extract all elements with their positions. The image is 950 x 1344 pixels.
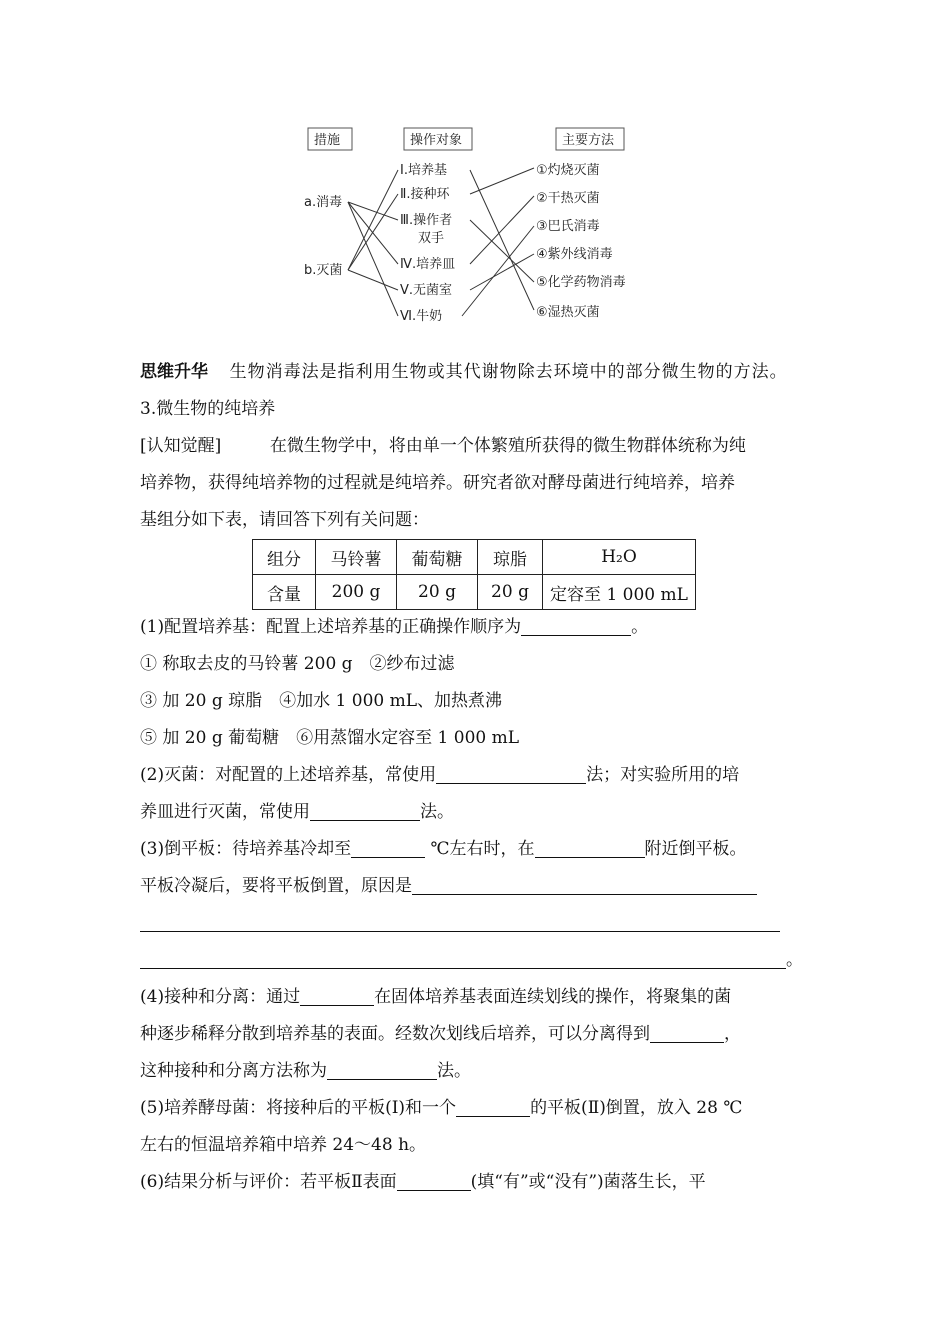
q5-blank[interactable] bbox=[456, 1094, 530, 1117]
table-cell: 组分 bbox=[253, 540, 316, 575]
q4-line-1 bbox=[140, 979, 820, 1016]
matching-diagram-svg bbox=[290, 122, 670, 342]
sterilization-matching-diagram bbox=[290, 122, 670, 342]
q3-blank-4[interactable] bbox=[140, 909, 780, 932]
q1-option-2: ③ 加 20 g 琼脂 ④加水 1 000 mL、加热煮沸 bbox=[140, 691, 503, 711]
objects-header: 操作对象 bbox=[410, 133, 463, 148]
q3-end: 。 bbox=[786, 950, 803, 970]
q5-text-a: (5)培养酵母菌：将接种后的平板(Ⅰ)和一个 bbox=[140, 1098, 457, 1118]
q1-option-1: ① 称取去皮的马铃薯 200 g ②纱布过滤 bbox=[140, 654, 455, 674]
q3-line-1 bbox=[140, 831, 820, 868]
measure-sterilize: b.灭菌 bbox=[304, 263, 343, 278]
method-6: ⑥湿热灭菌 bbox=[536, 305, 600, 320]
q2-blank-1[interactable] bbox=[436, 761, 586, 784]
questions bbox=[140, 609, 820, 1201]
q2-line-1 bbox=[140, 757, 820, 794]
table-cell: 20 g bbox=[397, 575, 478, 610]
medium-composition-table bbox=[252, 539, 696, 610]
object-3b: 双手 bbox=[418, 231, 445, 246]
q4-text-b: 在固体培养基表面连续划线的操作，将聚集的菌 bbox=[374, 987, 732, 1007]
q3-text-b: ℃左右时，在 bbox=[425, 839, 535, 859]
q4-line-2 bbox=[140, 1016, 820, 1053]
q1-line bbox=[140, 609, 820, 646]
q3-blank-1[interactable] bbox=[351, 835, 425, 858]
intro-text-1: 在微生物学中，将由单一个体繁殖所获得的微生物群体统称为纯 bbox=[269, 436, 746, 456]
method-2: ②干热灭菌 bbox=[536, 191, 600, 206]
intro-line-1 bbox=[140, 428, 820, 465]
intro-label: [认知觉醒] bbox=[140, 436, 222, 456]
link-2-1 bbox=[470, 168, 534, 194]
table-cell: 含量 bbox=[253, 575, 316, 610]
q4-text-c: 种逐步稀释分散到培养基的表面。经数次划线后培养，可以分离得到 bbox=[140, 1024, 650, 1044]
object-6: Ⅵ.牛奶 bbox=[400, 309, 443, 324]
object-3: Ⅲ.操作者 bbox=[400, 213, 453, 228]
object-2: Ⅱ.接种环 bbox=[400, 187, 450, 202]
q3-line-2 bbox=[140, 868, 820, 905]
q2-text-a: (2)灭菌：对配置的上述培养基，常使用 bbox=[140, 765, 437, 785]
table-cell: 定容至 1 000 mL bbox=[543, 575, 696, 610]
methods-header: 主要方法 bbox=[562, 133, 615, 148]
measures-header: 措施 bbox=[314, 133, 341, 148]
q3-blank-3[interactable] bbox=[412, 872, 757, 895]
link-1-6 bbox=[470, 170, 534, 310]
q3-line-3 bbox=[140, 905, 820, 942]
link-5-4 bbox=[470, 254, 534, 290]
q2-text-c: 养皿进行灭菌，常使用 bbox=[140, 802, 310, 822]
table-cell: 琼脂 bbox=[478, 540, 543, 575]
table-cell: 200 g bbox=[316, 575, 397, 610]
table-cell: 马铃薯 bbox=[316, 540, 397, 575]
sublimation-text: 生物消毒法是指利用生物或其代谢物除去环境中的部分微生物的方法。 bbox=[229, 362, 788, 382]
table-row bbox=[253, 575, 696, 610]
table-cell: H₂O bbox=[543, 540, 696, 575]
intro-line-3: 基组分如下表，请回答下列有关问题： bbox=[140, 510, 429, 530]
q4-text-a: (4)接种和分离：通过 bbox=[140, 987, 301, 1007]
q1-option-3: ⑤ 加 20 g 葡萄糖 ⑥用蒸馏水定容至 1 000 mL bbox=[140, 728, 520, 748]
q4-blank-2[interactable] bbox=[650, 1020, 724, 1043]
q6-blank[interactable] bbox=[397, 1168, 471, 1191]
table-cell: 葡萄糖 bbox=[397, 540, 478, 575]
q4-text-d: ， bbox=[724, 1024, 741, 1044]
measure-disinfect: a.消毒 bbox=[304, 195, 343, 210]
method-4: ④紫外线消毒 bbox=[536, 247, 613, 262]
q1-blank[interactable] bbox=[521, 613, 631, 636]
q2-blank-2[interactable] bbox=[310, 798, 420, 821]
q5-text-b: 的平板(Ⅱ)倒置，放入 28 ℃ bbox=[530, 1098, 743, 1118]
method-5: ⑤化学药物消毒 bbox=[536, 275, 626, 290]
object-1: Ⅰ.培养基 bbox=[400, 163, 447, 178]
q3-text-a: (3)倒平板：待培养基冷却至 bbox=[140, 839, 352, 859]
q2-text-d: 法。 bbox=[420, 802, 454, 822]
object-4: Ⅳ.培养皿 bbox=[400, 257, 456, 272]
body-text bbox=[140, 354, 820, 539]
method-1: ①灼烧灭菌 bbox=[536, 163, 600, 178]
link-b-5 bbox=[348, 270, 398, 290]
q2-line-2 bbox=[140, 794, 820, 831]
q1-text: (1)配置培养基：配置上述培养基的正确操作顺序为 bbox=[140, 617, 522, 637]
q3-blank-2[interactable] bbox=[535, 835, 645, 858]
q3-text-d: 平板冷凝后，要将平板倒置，原因是 bbox=[140, 876, 412, 896]
q4-line-3 bbox=[140, 1053, 820, 1090]
q5-line-2: 左右的恒温培养箱中培养 24～48 h。 bbox=[140, 1135, 427, 1155]
q3-blank-5[interactable] bbox=[140, 946, 786, 969]
table-cell: 20 g bbox=[478, 575, 543, 610]
section-title: 3.微生物的纯培养 bbox=[140, 399, 276, 419]
q4-text-e: 这种接种和分离方法称为 bbox=[140, 1061, 327, 1081]
table-row bbox=[253, 540, 696, 575]
q1-end: 。 bbox=[631, 617, 649, 637]
q4-blank-1[interactable] bbox=[300, 983, 374, 1006]
q6-line-1 bbox=[140, 1164, 820, 1201]
q3-line-4 bbox=[140, 942, 820, 979]
object-5: Ⅴ.无菌室 bbox=[400, 283, 453, 298]
intro-line-2: 培养物，获得纯培养物的过程就是纯培养。研究者欲对酵母菌进行纯培养，培养 bbox=[140, 473, 735, 493]
q6-text-b: (填“有”或“没有”)菌落生长，平 bbox=[470, 1172, 706, 1192]
q3-text-c: 附近倒平板。 bbox=[644, 839, 747, 859]
q4-blank-3[interactable] bbox=[327, 1057, 437, 1080]
sublimation-line bbox=[140, 354, 820, 391]
q2-text-b: 法；对实验所用的培 bbox=[586, 765, 740, 785]
link-4-2 bbox=[470, 196, 534, 264]
method-3: ③巴氏消毒 bbox=[536, 219, 600, 234]
q5-line-1 bbox=[140, 1090, 820, 1127]
q4-text-f: 法。 bbox=[437, 1061, 471, 1081]
sublimation-label: 思维升华 bbox=[140, 362, 208, 382]
q6-text-a: (6)结果分析与评价：若平板Ⅱ表面 bbox=[140, 1172, 397, 1192]
